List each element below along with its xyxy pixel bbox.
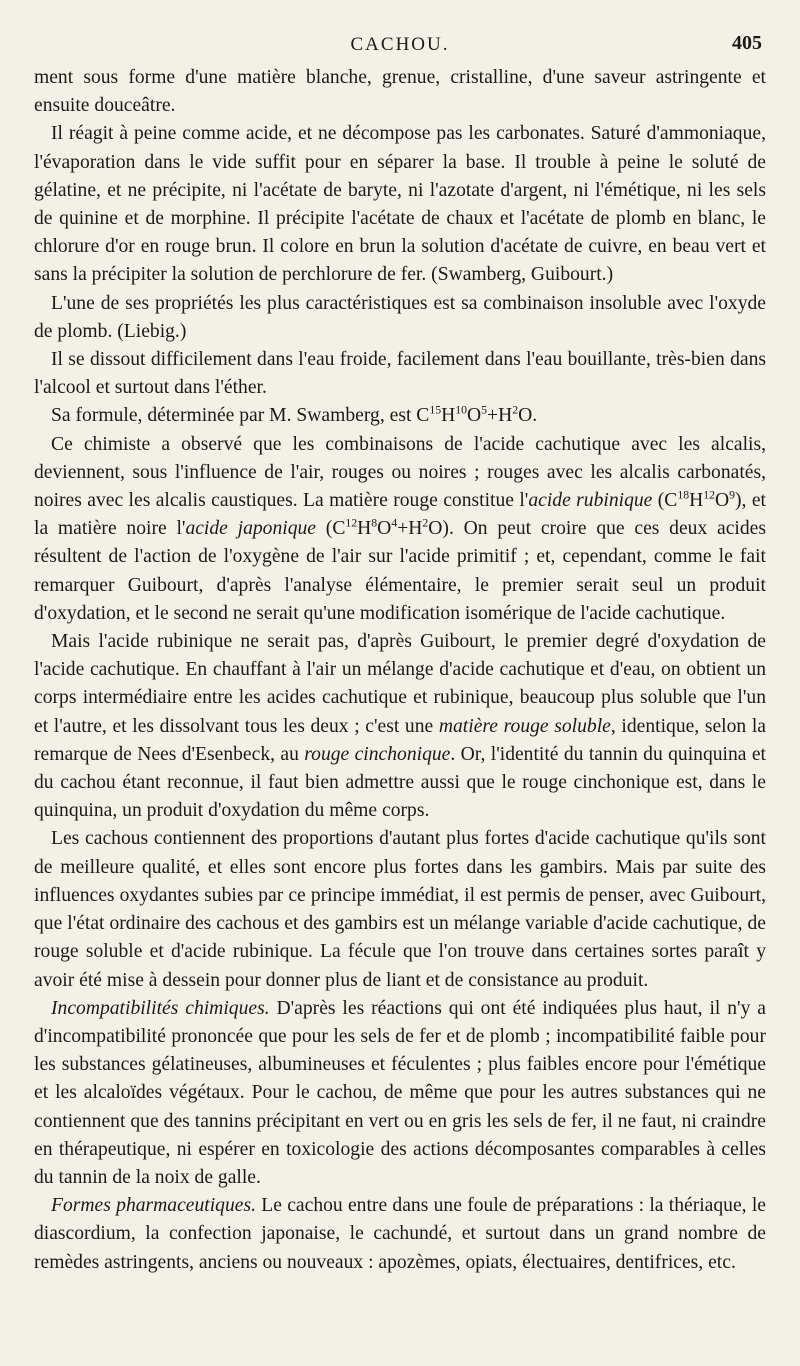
paragraph: Il se dissout difficilement dans l'eau froide, facilement dans l'eau bouillante, très-bien dans l'alcool et surtout dans l'éther. <box>34 349 766 399</box>
paragraph: Mais l'acide rubinique ne serait pas, d'après Guibourt, le premier degré d'oxydation de l'acide cachutique. En chauffant à l'air un mélange d'acide cachutique et d'eau, on obtient un corps intermédiaire entre les acides cachutique et rubinique, beaucoup plus soluble que l'un et l'autre, et les dissolvant tous les deux ; c'est une matière rouge soluble, identique, selon la remarque de Nees d'Esenbeck, au rouge cinchonique. Or, l'identité du tannin du quinquina et du cachou étant reconnue, il faut bien admettre aussi que le rouge cinchonique est, dans le quinquina, un produit d'oxydation du même corps. <box>34 631 766 822</box>
paragraph: ment sous forme d'une matière blanche, grenue, cristalline, d'une saveur astringente et ensuite douceâtre. <box>34 67 766 117</box>
running-title: CACHOU. <box>350 34 450 55</box>
paragraph: Sa formule, déterminée par M. Swamberg, est $C^{15}H^{10}O^5+H^2O$. <box>51 403 538 427</box>
paragraph: Il réagit à peine comme acide, et ne décompose pas les carbonates. Saturé d'ammoniaque, l'évaporation dans le vide suffit pour en séparer la base. Il trouble à peine le soluté de gélatine, et ne précipite, ni l'acétate de baryte, ni l'azotate d'argent, ni l'émétique, ni les sels de quinine et de morphine. Il précipite l'acétate de chaux et l'acétate de plomb en blanc, le chlorure d'or en rouge brun. Il colore en brun la solution d'acétate de cuivre, en beau vert et sans la précipiter la solution de perchlorure de fer. (Swamberg, Guibourt.) <box>34 123 766 286</box>
paragraph: Ce chimiste a observé que les combinaisons de l'acide cachutique avec les alcalis, deviennent, sous l'influence de l'air, rouges ou noires ; rouges avec les alcalis carbonatés, noires avec les alcalis caustiques. La matière rouge constitue l'acide rubinique $(C^{18}H^{12}O^9)$, et la matière noire l'acide japonique $(C^{12}H^8O^4+H^2O)$. On peut croire que ces deux acides résultent de l'action de l'oxygène de l'air sur l'acide primitif ; et, cependant, comme le fait remarquer Guibourt, d'après l'analyse élémentaire, le premier serait seul un produit d'oxydation, et le second ne serait qu'une modification isomérique de l'acide cachutique. <box>34 433 766 624</box>
page-number: 405 <box>732 32 762 54</box>
paragraph: L'une de ses propriétés les plus caractéristiques est sa combinaison insoluble avec l'oxyde de plomb. (Liebig.) <box>34 292 766 342</box>
paragraph: Les cachous contiennent des proportions d'autant plus fortes d'acide cachutique qu'ils sont de meilleure qualité, et elles sont encore plus fortes dans les gambirs. Mais par suite des influences oxydantes subies par ce principe immédiat, il est permis de penser, avec Guibourt, que l'état ordinaire des cachous et des gambirs est un mélange variable d'acide cachutique, de rouge soluble et d'acide rubinique. La fécule que l'on trouve dans certaines sortes paraît y avoir été mise à dessein pour donner plus de liant et de consistance au produit. <box>34 828 766 991</box>
paragraph: Formes pharmaceutiques. Le cachou entre dans une foule de préparations : la thériaque, le diascordium, la confection japonaise, le cachundé, et surtout dans un grand nombre de remèdes astringents, anciens ou nouveaux : apozèmes, opiats, électuaires, dentifrices, etc. <box>34 1195 766 1273</box>
page-header <box>34 30 766 64</box>
body-text <box>34 64 766 1277</box>
paragraph: Incompatibilités chimiques. D'après les réactions qui ont été indiquées plus haut, il n'y a d'incompatibilité prononcée que pour les sels de fer et de plomb ; incompatibilité faible pour les substances gélatineuses, albumineuses et féculentes ; plus faibles encore pour l'émétique et les alcaloïdes végétaux. Pour le cachou, de même que pour les autres substances qui ne contiennent que des tannins précipitant en vert ou en gris les sels de fer, il ne faut, ni craindre en thérapeutique, ni espérer en toxicologie des actions décomposantes comparables à celles du tannin de la noix de galle. <box>34 997 766 1188</box>
